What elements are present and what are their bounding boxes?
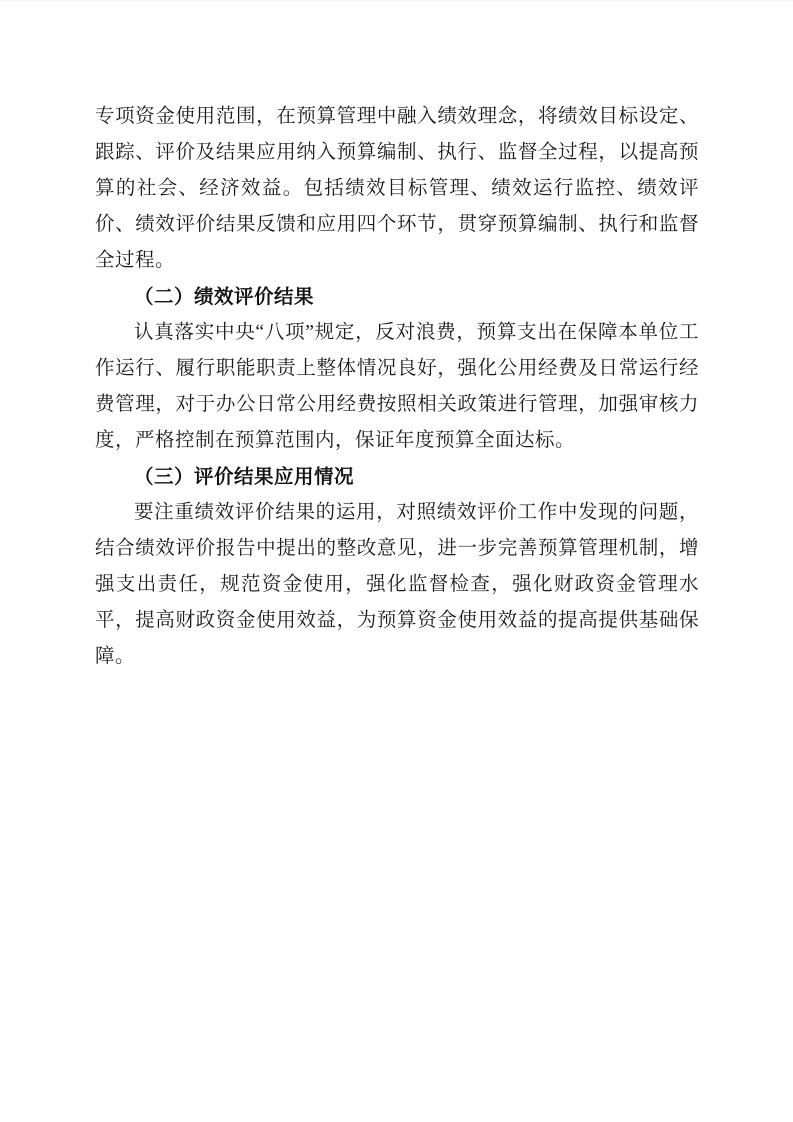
section-heading-performance-evaluation-results: （二）绩效评价结果 xyxy=(134,286,315,308)
paragraph-performance-evaluation-results: 认真落实中央“八项”规定，反对浪费，预算支出在保障本单位工作运行、履行职能职责上整体情况良好，强化公用经费及日常运行经费管理，对于办公日常公用经费按照相关政策进行管理，加强审核力度，严格控制在预算范围内，保证年度预算全面达标。 xyxy=(95,322,699,451)
section-heading-evaluation-result-application: （三）评价结果应用情况 xyxy=(134,466,355,488)
document-text-block xyxy=(95,99,699,675)
paragraph-special-funds-continuation: 专项资金使用范围，在预算管理中融入绩效理念，将绩效目标设定、跟踪、评价及结果应用纳入预算编制、执行、监督全过程，以提高预算的社会、经济效益。包括绩效目标管理、绩效运行监控、绩效评价、绩效评价结果反馈和应用四个环节，贯穿预算编制、执行和监督全过程。 xyxy=(95,106,699,271)
paragraph-evaluation-result-application: 要注重绩效评价结果的运用，对照绩效评价工作中发现的问题，结合绩效评价报告中提出的整改意见，进一步完善预算管理机制，增强支出责任，规范资金使用，强化监督检查，强化财政资金管理水平，提高财政资金使用效益，为预算资金使用效益的提高提供基础保障。 xyxy=(95,502,699,667)
